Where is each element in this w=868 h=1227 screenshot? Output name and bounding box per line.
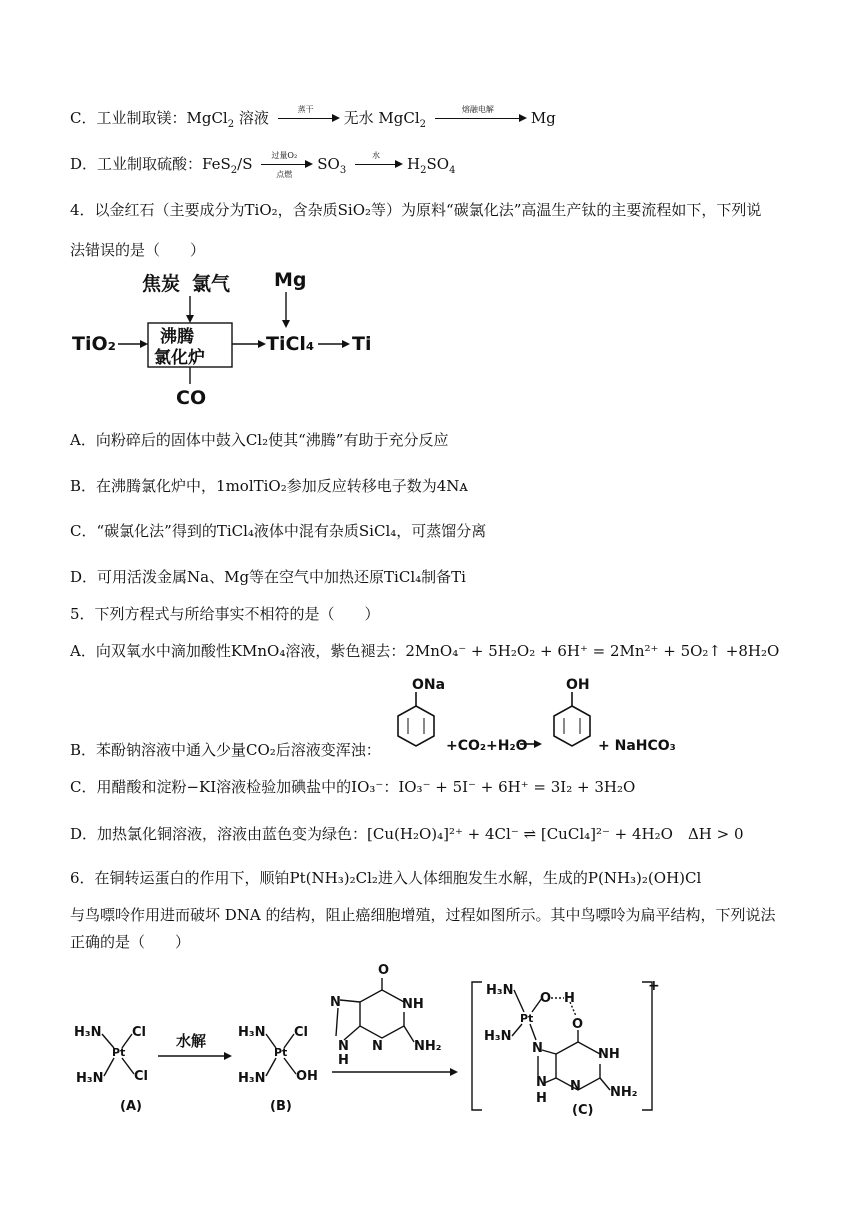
arrow-water: 水 [355,157,403,173]
c-carbonyl-o: O [572,1017,584,1032]
arrow-electrolysis: 熔融电解 [435,111,527,127]
q6-stem-line1: 6．在铜转运蛋白的作用下，顺铂Pt(NH₃)₂Cl₂进入人体细胞发生水解，生成的P(NH₃)₂(OH)Cl [70,869,702,887]
coke-label: 焦炭 [142,273,181,295]
c-pt: Pt [520,1012,534,1025]
guanine-n3: N [372,1039,383,1054]
guanine-n9: N [338,1039,349,1054]
co2-h2o-label: +CO₂+H₂O [446,738,528,754]
guanine-n1h: NH [402,997,424,1012]
arrow-burn: 过量O₂ 点燃 [261,157,313,173]
q5-stem: 5．下列方程式与所给事实不相符的是（ ） [70,605,380,623]
q3-c-prefix: C．工业制取镁：MgCl [70,109,228,127]
a-h3n-bottom: H₃N [76,1071,104,1086]
label-a: (A) [120,1099,142,1114]
q4-option-c: C．“碳氯化法”得到的TiCl₄液体中混有杂质SiCl₄，可蒸馏分离 [70,522,487,540]
a-cl-bottom: Cl [134,1069,148,1084]
b-pt: Pt [274,1046,288,1059]
co-label: CO [176,387,207,409]
q4-option-a: A．向粉碎后的固体中鼓入Cl₂使其“沸腾”有助于充分反应 [70,431,449,449]
benzene-ring-1 [398,706,434,746]
q5-option-d: D．加热氯化铜溶液，溶液由蓝色变为绿色：[Cu(H₂O)₄]²⁺ + 4Cl⁻ ⇌ [CuCl₄]²⁻ + 4H₂O ΔH > 0 [70,825,744,843]
furnace-line1: 沸腾 [160,327,194,347]
c-n7: N [532,1041,543,1056]
guanine-h9: H [338,1053,349,1068]
b-h3n-bottom: H₃N [238,1071,266,1086]
titanium-flow-diagram [70,262,390,410]
q5-option-b: B．苯酚钠溶液中通入少量CO₂后溶液变浑浊： [70,741,381,759]
chlorine-label: 氯气 [192,273,231,295]
q4-stem-line2: 法错误的是（ ） [70,241,206,259]
b-h3n-top: H₃N [238,1025,266,1040]
a-cl-top: Cl [132,1025,146,1040]
benzene-ring-2 [554,706,590,746]
charge-plus: + [648,978,660,994]
q4-option-d: D．可用活泼金属Na、Mg等在空气中加热还原TiCl₄制备Ti [70,568,466,586]
phenol-reaction-figure [386,676,686,764]
a-pt: Pt [112,1046,126,1059]
ona-label: ONa [412,677,446,693]
c-h: H [564,991,575,1006]
c-n9: N [536,1075,547,1090]
c-h3n-bottom: H₃N [484,1029,512,1044]
guanine-n7: N [330,995,341,1010]
q6-stem-line2: 与鸟嘌呤作用进而破坏 DNA 的结构，阻止癌细胞增殖，过程如图所示。其中鸟嘌呤为扁平结构，下列说法 [70,906,776,924]
hydrolysis-label: 水解 [176,1032,207,1050]
q3-option-d: D．工业制取硫酸：FeS$_2$/S 过量O₂ 点燃 $SO_3$ 水 $H_2SO_4$ [70,151,456,179]
c-nh2: NH₂ [610,1085,638,1100]
c-n3: N [570,1079,581,1094]
b-oh: OH [296,1069,318,1084]
q6-stem-line3: 正确的是（ ） [70,933,191,951]
tio2-label: TiO₂ [72,333,116,355]
q4-option-b: B．在沸腾氯化炉中，1molTiO₂参加反应转移电子数为4Nᴀ [70,477,468,495]
q3-option-c: C．工业制取镁：MgCl$_2$ 溶液 蒸干 无水 MgCl$_2$ 熔融电解 Mg [70,105,556,130]
c-h3n-top: H₃N [486,983,514,998]
label-b: (B) [270,1099,292,1114]
furnace-line2: 氯化炉 [154,348,205,368]
q5-option-c: C．用醋酸和淀粉−KI溶液检验加碘盐中的IO₃⁻：IO₃⁻ + 5I⁻ + 6H⁺ = 3I₂ + 3H₂O [70,778,636,796]
b-cl: Cl [294,1025,308,1040]
arrow-evaporate: 蒸干 [278,111,340,127]
c-o: O [540,991,552,1006]
c-h9: H [536,1091,547,1106]
cisplatin-hydrolysis-figure [70,960,670,1118]
q5-option-a: A．向双氧水中滴加酸性KMnO₄溶液，紫色褪去：2MnO₄⁻ + 5H₂O₂ + 6H⁺ = 2Mn²⁺ + 5O₂↑ +8H₂O [70,642,780,660]
a-h3n-top: H₃N [74,1025,102,1040]
guanine-o: O [378,963,390,978]
ticl4-label: TiCl₄ [266,333,315,355]
nahco3-label: + NaHCO₃ [598,738,676,754]
label-c: (C) [572,1103,594,1118]
mg-label: Mg [274,269,307,291]
oh-label: OH [566,677,590,693]
guanine-nh2: NH₂ [414,1039,442,1054]
ti-label: Ti [352,333,372,355]
c-n1h: NH [598,1047,620,1062]
q4-stem-line1: 4．以金红石（主要成分为TiO₂，含杂质SiO₂等）为原料“碳氯化法”高温生产钛的主要流程如下，下列说 [70,201,762,219]
